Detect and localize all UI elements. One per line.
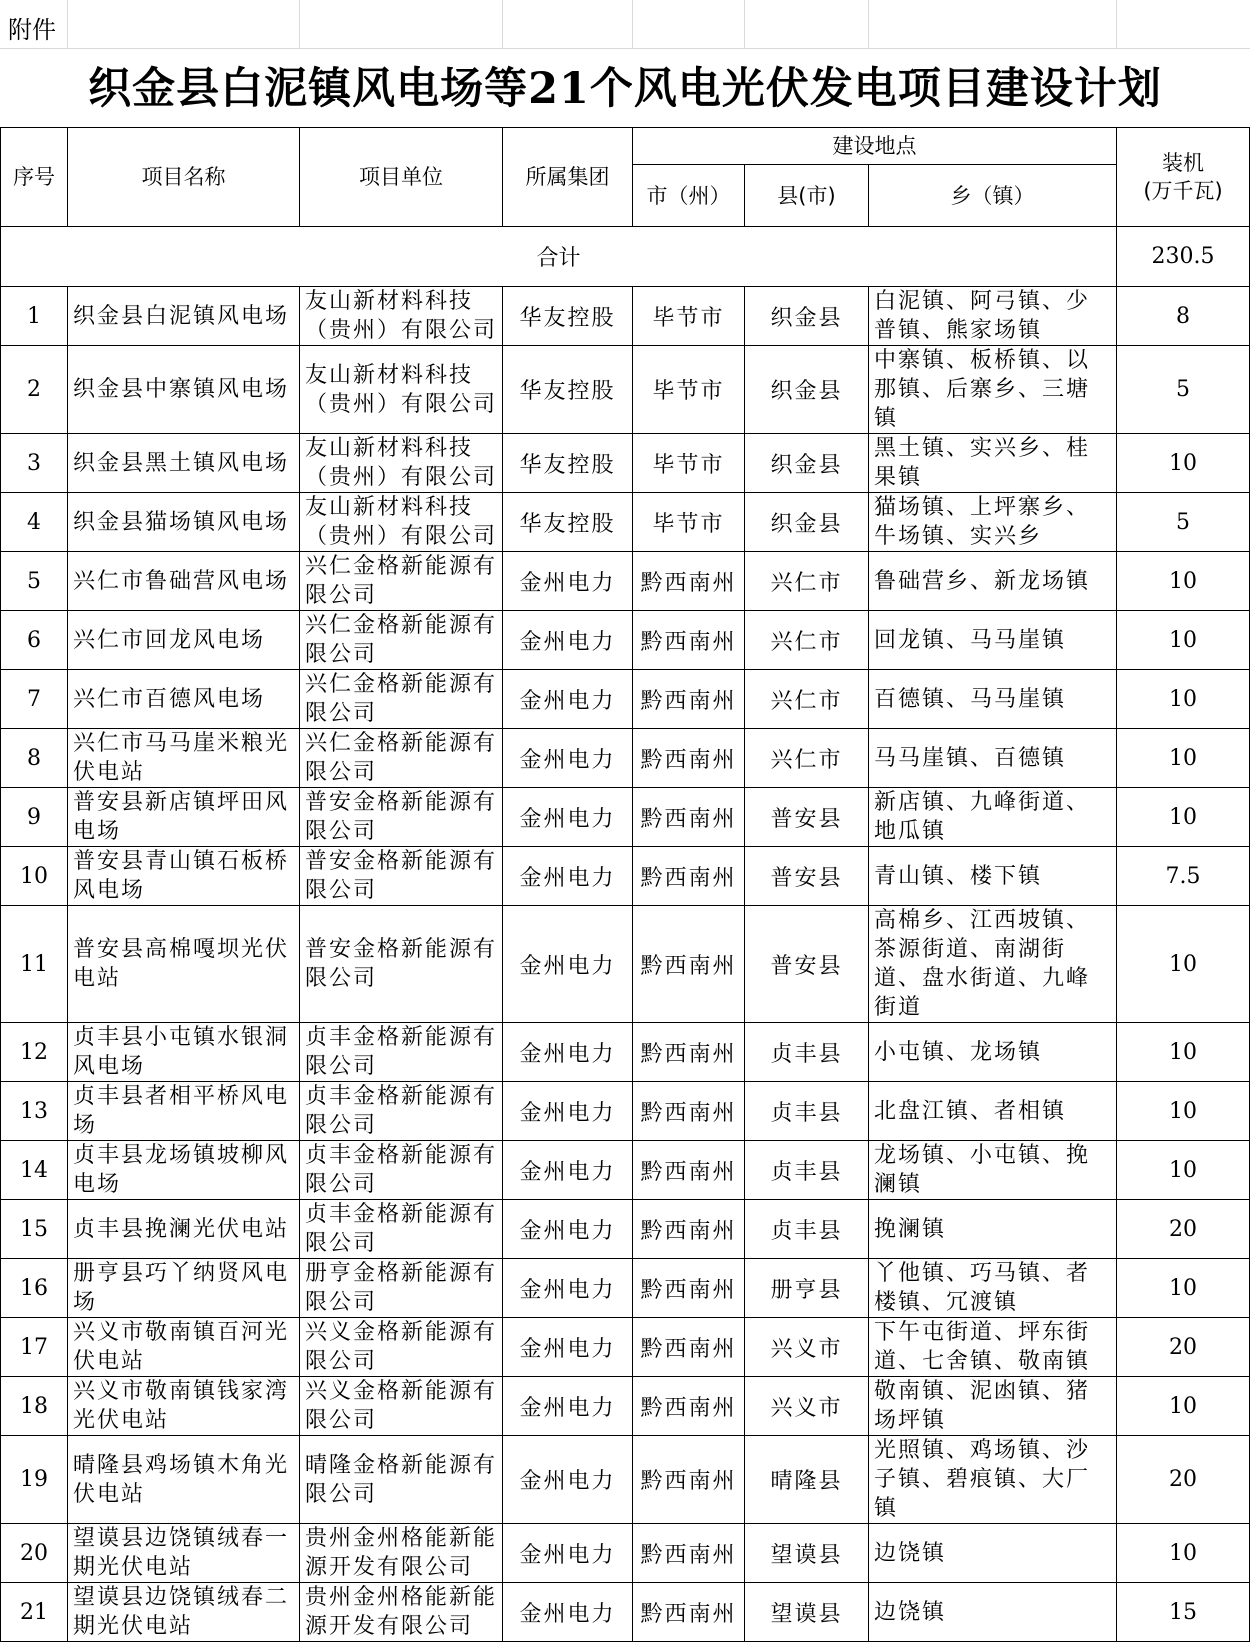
cell-unit: 友山新材料科技（贵州）有限公司 xyxy=(300,346,503,434)
cell-city: 黔西南州 xyxy=(633,552,745,611)
table-row xyxy=(1,1436,1250,1524)
table-row xyxy=(1,906,1250,1023)
cell-group: 金州电力 xyxy=(503,1318,633,1377)
cell-seq: 19 xyxy=(1,1436,68,1524)
cell-capacity: 10 xyxy=(1117,611,1250,670)
cell-county: 兴义市 xyxy=(745,1377,869,1436)
cell-name: 望谟县边饶镇绒春一期光伏电站 xyxy=(68,1524,300,1583)
table-row xyxy=(1,670,1250,729)
table-row xyxy=(1,1141,1250,1200)
cell-county: 兴仁市 xyxy=(745,552,869,611)
cell-town: 黑土镇、实兴乡、桂果镇 xyxy=(869,434,1117,493)
cell-capacity: 10 xyxy=(1117,1259,1250,1318)
cell-county: 兴仁市 xyxy=(745,729,869,788)
cell-group: 金州电力 xyxy=(503,1200,633,1259)
cell-unit: 晴隆金格新能源有限公司 xyxy=(300,1436,503,1524)
cell-seq: 13 xyxy=(1,1082,68,1141)
cell-seq: 18 xyxy=(1,1377,68,1436)
cell-group: 金州电力 xyxy=(503,847,633,906)
table-row xyxy=(1,1082,1250,1141)
cell-city: 黔西南州 xyxy=(633,1023,745,1082)
cell-town: 白泥镇、阿弓镇、少普镇、熊家场镇 xyxy=(869,287,1117,346)
table-row xyxy=(1,1259,1250,1318)
cell-town: 边饶镇 xyxy=(869,1583,1117,1642)
cell-town: 中寨镇、板桥镇、以那镇、后寨乡、三塘镇 xyxy=(869,346,1117,434)
cell-county: 贞丰县 xyxy=(745,1082,869,1141)
cell-capacity: 10 xyxy=(1117,1141,1250,1200)
cell-unit: 贞丰金格新能源有限公司 xyxy=(300,1082,503,1141)
table-row xyxy=(1,847,1250,906)
cell-county: 册亨县 xyxy=(745,1259,869,1318)
cell-group: 金州电力 xyxy=(503,1583,633,1642)
project-table xyxy=(0,127,1250,1642)
cell-capacity: 5 xyxy=(1117,346,1250,434)
cell-town: 鲁础营乡、新龙场镇 xyxy=(869,552,1117,611)
cell-name: 织金县黑土镇风电场 xyxy=(68,434,300,493)
cell-county: 兴义市 xyxy=(745,1318,869,1377)
cell-group: 金州电力 xyxy=(503,788,633,847)
table-row xyxy=(1,552,1250,611)
cell-town: 边饶镇 xyxy=(869,1524,1117,1583)
cell-seq: 20 xyxy=(1,1524,68,1583)
cell-unit: 贞丰金格新能源有限公司 xyxy=(300,1141,503,1200)
cell-seq: 16 xyxy=(1,1259,68,1318)
header-capacity: 装机 (万千瓦) xyxy=(1117,128,1250,227)
header-county: 县(市) xyxy=(745,165,869,227)
cell-capacity: 10 xyxy=(1117,552,1250,611)
header-city: 市（州） xyxy=(633,165,745,227)
cell-capacity: 10 xyxy=(1117,1377,1250,1436)
page-title: 织金县白泥镇风电场等21个风电光伏发电项目建设计划 xyxy=(88,64,1162,114)
cell-town: 光照镇、鸡场镇、沙子镇、碧痕镇、大厂镇 xyxy=(869,1436,1117,1524)
cell-seq: 21 xyxy=(1,1583,68,1642)
cell-town: 青山镇、楼下镇 xyxy=(869,847,1117,906)
cell-county: 望谟县 xyxy=(745,1583,869,1642)
cell-city: 黔西南州 xyxy=(633,788,745,847)
cell-seq: 10 xyxy=(1,847,68,906)
cell-unit: 友山新材料科技（贵州）有限公司 xyxy=(300,287,503,346)
cell-group: 金州电力 xyxy=(503,1436,633,1524)
cell-city: 黔西南州 xyxy=(633,1141,745,1200)
cell-city: 黔西南州 xyxy=(633,847,745,906)
cell-city: 黔西南州 xyxy=(633,729,745,788)
cell-county: 贞丰县 xyxy=(745,1023,869,1082)
cell-county: 织金县 xyxy=(745,346,869,434)
cell-name: 兴仁市马马崖米粮光伏电站 xyxy=(68,729,300,788)
cell-group: 金州电力 xyxy=(503,1082,633,1141)
table-row xyxy=(1,611,1250,670)
cell-city: 黔西南州 xyxy=(633,1377,745,1436)
cell-county: 兴仁市 xyxy=(745,611,869,670)
cell-city: 黔西南州 xyxy=(633,1082,745,1141)
cell-city: 黔西南州 xyxy=(633,1436,745,1524)
cell-unit: 兴义金格新能源有限公司 xyxy=(300,1377,503,1436)
cell-name: 晴隆县鸡场镇木角光伏电站 xyxy=(68,1436,300,1524)
cell-county: 贞丰县 xyxy=(745,1200,869,1259)
cell-capacity: 8 xyxy=(1117,287,1250,346)
cell-capacity: 7.5 xyxy=(1117,847,1250,906)
header-unit: 项目单位 xyxy=(300,128,503,227)
cell-capacity: 10 xyxy=(1117,1023,1250,1082)
table-row xyxy=(1,1023,1250,1082)
cell-capacity: 20 xyxy=(1117,1200,1250,1259)
cell-group: 金州电力 xyxy=(503,1141,633,1200)
cell-name: 贞丰县龙场镇坡柳风电场 xyxy=(68,1141,300,1200)
cell-name: 织金县白泥镇风电场 xyxy=(68,287,300,346)
table-row xyxy=(1,287,1250,346)
cell-county: 望谟县 xyxy=(745,1524,869,1583)
cell-city: 黔西南州 xyxy=(633,670,745,729)
total-value: 230.5 xyxy=(1117,227,1250,287)
cell-county: 织金县 xyxy=(745,434,869,493)
top-grid xyxy=(0,0,1250,48)
cell-group: 华友控股 xyxy=(503,287,633,346)
cell-name: 兴仁市回龙风电场 xyxy=(68,611,300,670)
cell-group: 金州电力 xyxy=(503,1524,633,1583)
table-row xyxy=(1,729,1250,788)
cell-group: 金州电力 xyxy=(503,1023,633,1082)
cell-name: 贞丰县小屯镇水银洞风电场 xyxy=(68,1023,300,1082)
cell-group: 华友控股 xyxy=(503,346,633,434)
header-group: 所属集团 xyxy=(503,128,633,227)
cell-unit: 兴仁金格新能源有限公司 xyxy=(300,729,503,788)
cell-seq: 3 xyxy=(1,434,68,493)
cell-city: 黔西南州 xyxy=(633,611,745,670)
cell-seq: 15 xyxy=(1,1200,68,1259)
header-town: 乡（镇） xyxy=(869,165,1117,227)
cell-name: 兴仁市百德风电场 xyxy=(68,670,300,729)
cell-name: 贞丰县挽澜光伏电站 xyxy=(68,1200,300,1259)
cell-city: 黔西南州 xyxy=(633,906,745,1023)
cell-capacity: 5 xyxy=(1117,493,1250,552)
cell-group: 华友控股 xyxy=(503,493,633,552)
cell-name: 普安县高棉嘎坝光伏电站 xyxy=(68,906,300,1023)
cell-seq: 6 xyxy=(1,611,68,670)
cell-county: 普安县 xyxy=(745,788,869,847)
cell-unit: 兴仁金格新能源有限公司 xyxy=(300,611,503,670)
cell-seq: 4 xyxy=(1,493,68,552)
cell-city: 毕节市 xyxy=(633,346,745,434)
cell-county: 普安县 xyxy=(745,906,869,1023)
cell-town: 新店镇、九峰街道、地瓜镇 xyxy=(869,788,1117,847)
cell-group: 金州电力 xyxy=(503,1377,633,1436)
table-row xyxy=(1,1583,1250,1642)
cell-unit: 册亨金格新能源有限公司 xyxy=(300,1259,503,1318)
cell-town: 小屯镇、龙场镇 xyxy=(869,1023,1117,1082)
cell-town: 马马崖镇、百德镇 xyxy=(869,729,1117,788)
cell-city: 黔西南州 xyxy=(633,1318,745,1377)
cell-group: 金州电力 xyxy=(503,1259,633,1318)
cell-seq: 11 xyxy=(1,906,68,1023)
cell-city: 黔西南州 xyxy=(633,1524,745,1583)
cell-unit: 贞丰金格新能源有限公司 xyxy=(300,1200,503,1259)
cell-seq: 1 xyxy=(1,287,68,346)
cell-group: 华友控股 xyxy=(503,434,633,493)
table-row xyxy=(1,1377,1250,1436)
cell-county: 晴隆县 xyxy=(745,1436,869,1524)
cell-name: 兴义市敬南镇百河光伏电站 xyxy=(68,1318,300,1377)
cell-group: 金州电力 xyxy=(503,552,633,611)
cell-unit: 普安金格新能源有限公司 xyxy=(300,847,503,906)
cell-county: 兴仁市 xyxy=(745,670,869,729)
total-label: 合计 xyxy=(1,227,1117,287)
cell-seq: 9 xyxy=(1,788,68,847)
table-row xyxy=(1,788,1250,847)
cell-group: 金州电力 xyxy=(503,611,633,670)
cell-town: 下午屯街道、坪东街道、七舍镇、敬南镇 xyxy=(869,1318,1117,1377)
cell-city: 毕节市 xyxy=(633,287,745,346)
cell-city: 毕节市 xyxy=(633,434,745,493)
cell-group: 金州电力 xyxy=(503,729,633,788)
cell-unit: 兴仁金格新能源有限公司 xyxy=(300,670,503,729)
cell-capacity: 15 xyxy=(1117,1583,1250,1642)
cell-seq: 12 xyxy=(1,1023,68,1082)
table-row xyxy=(1,346,1250,434)
total-row xyxy=(1,227,1250,287)
cell-town: 挽澜镇 xyxy=(869,1200,1117,1259)
cell-capacity: 20 xyxy=(1117,1436,1250,1524)
cell-unit: 贵州金州格能新能源开发有限公司 xyxy=(300,1524,503,1583)
header-name: 项目名称 xyxy=(68,128,300,227)
cell-unit: 友山新材料科技（贵州）有限公司 xyxy=(300,434,503,493)
cell-seq: 14 xyxy=(1,1141,68,1200)
cell-capacity: 10 xyxy=(1117,434,1250,493)
cell-name: 兴义市敬南镇钱家湾光伏电站 xyxy=(68,1377,300,1436)
cell-capacity: 10 xyxy=(1117,788,1250,847)
cell-group: 金州电力 xyxy=(503,906,633,1023)
cell-county: 织金县 xyxy=(745,493,869,552)
header-seq: 序号 xyxy=(1,128,68,227)
cell-town: 百德镇、马马崖镇 xyxy=(869,670,1117,729)
cell-town: 猫场镇、上坪寨乡、牛场镇、实兴乡 xyxy=(869,493,1117,552)
cell-name: 织金县猫场镇风电场 xyxy=(68,493,300,552)
cell-capacity: 20 xyxy=(1117,1318,1250,1377)
cell-name: 织金县中寨镇风电场 xyxy=(68,346,300,434)
cell-town: 龙场镇、小屯镇、挽澜镇 xyxy=(869,1141,1117,1200)
cell-group: 金州电力 xyxy=(503,670,633,729)
table-row xyxy=(1,1318,1250,1377)
cell-seq: 5 xyxy=(1,552,68,611)
cell-town: 回龙镇、马马崖镇 xyxy=(869,611,1117,670)
cell-capacity: 10 xyxy=(1117,1082,1250,1141)
table-row xyxy=(1,434,1250,493)
cell-name: 册亨县巧丫纳贤风电场 xyxy=(68,1259,300,1318)
cell-name: 普安县青山镇石板桥风电场 xyxy=(68,847,300,906)
cell-seq: 2 xyxy=(1,346,68,434)
cell-unit: 兴仁金格新能源有限公司 xyxy=(300,552,503,611)
cell-unit: 普安金格新能源有限公司 xyxy=(300,906,503,1023)
cell-capacity: 10 xyxy=(1117,670,1250,729)
cell-seq: 7 xyxy=(1,670,68,729)
cell-name: 贞丰县者相平桥风电场 xyxy=(68,1082,300,1141)
cell-town: 丫他镇、巧马镇、者楼镇、冗渡镇 xyxy=(869,1259,1117,1318)
table-row xyxy=(1,1200,1250,1259)
cell-unit: 贵州金州格能新能源开发有限公司 xyxy=(300,1583,503,1642)
cell-capacity: 10 xyxy=(1117,906,1250,1023)
cell-name: 望谟县边饶镇绒春二期光伏电站 xyxy=(68,1583,300,1642)
cell-seq: 8 xyxy=(1,729,68,788)
header-location: 建设地点 xyxy=(633,128,1117,165)
cell-town: 高棉乡、江西坡镇、茶源街道、南湖街道、盘水街道、九峰街道 xyxy=(869,906,1117,1023)
cell-city: 黔西南州 xyxy=(633,1583,745,1642)
cell-county: 织金县 xyxy=(745,287,869,346)
cell-county: 普安县 xyxy=(745,847,869,906)
table-row xyxy=(1,493,1250,552)
cell-name: 兴仁市鲁础营风电场 xyxy=(68,552,300,611)
cell-capacity: 10 xyxy=(1117,1524,1250,1583)
cell-unit: 友山新材料科技（贵州）有限公司 xyxy=(300,493,503,552)
attachment-label: 附件 xyxy=(8,16,56,44)
cell-town: 敬南镇、泥凼镇、猪场坪镇 xyxy=(869,1377,1117,1436)
table-row xyxy=(1,1524,1250,1583)
cell-seq: 17 xyxy=(1,1318,68,1377)
cell-capacity: 10 xyxy=(1117,729,1250,788)
cell-city: 黔西南州 xyxy=(633,1200,745,1259)
cell-unit: 兴义金格新能源有限公司 xyxy=(300,1318,503,1377)
cell-city: 黔西南州 xyxy=(633,1259,745,1318)
cell-city: 毕节市 xyxy=(633,493,745,552)
cell-town: 北盘江镇、者相镇 xyxy=(869,1082,1117,1141)
cell-name: 普安县新店镇坪田风电场 xyxy=(68,788,300,847)
cell-unit: 普安金格新能源有限公司 xyxy=(300,788,503,847)
cell-unit: 贞丰金格新能源有限公司 xyxy=(300,1023,503,1082)
cell-county: 贞丰县 xyxy=(745,1141,869,1200)
